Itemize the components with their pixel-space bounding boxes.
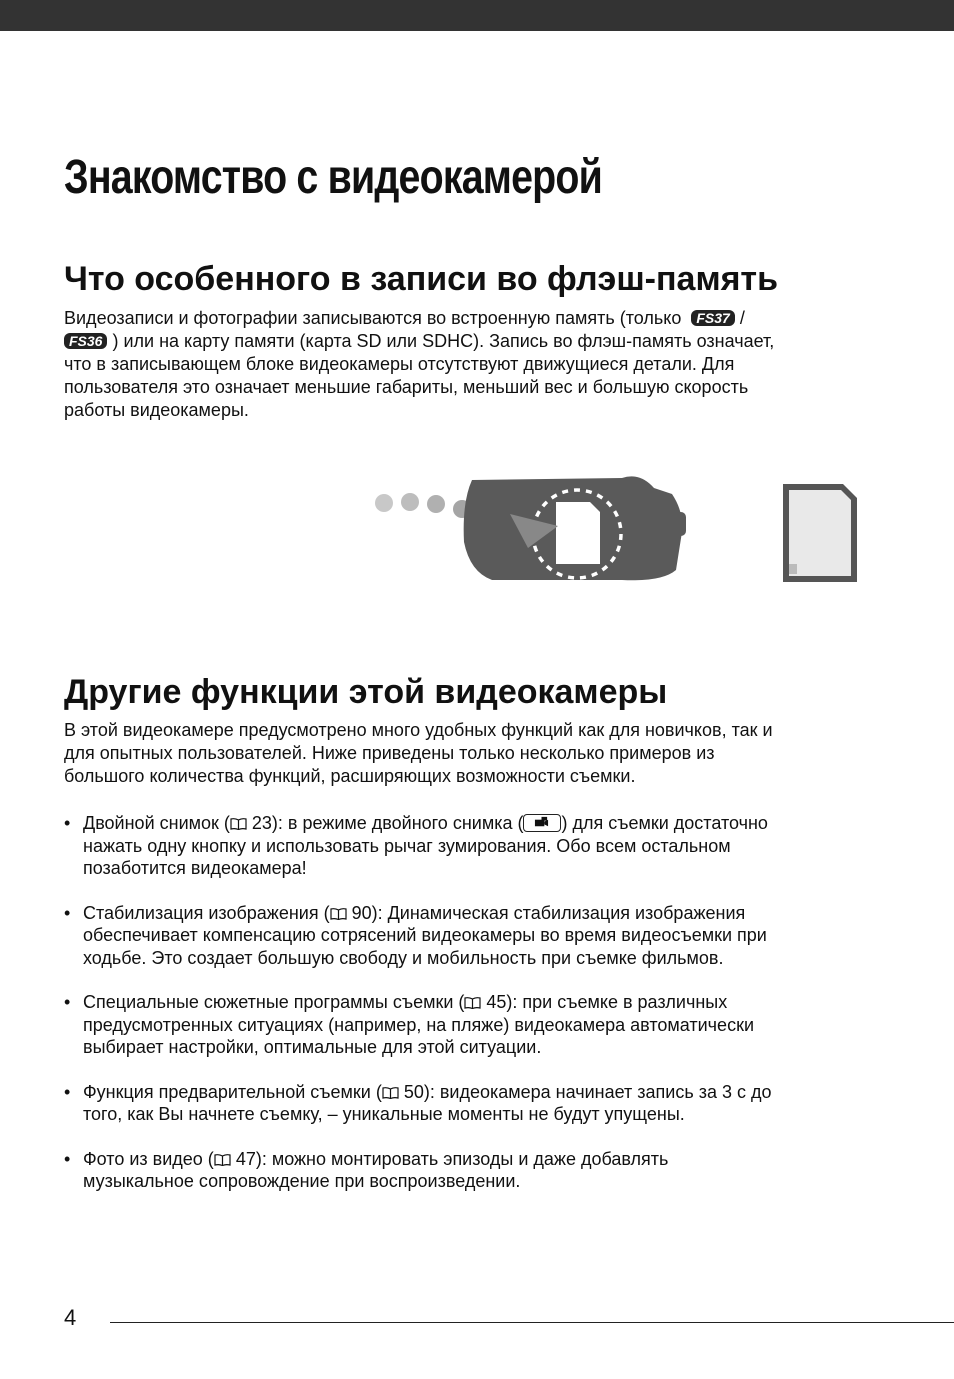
footer-rule: [110, 1322, 954, 1323]
text-fragment: 47): можно монтировать эпизоды и даже добавлять: [230, 1148, 669, 1169]
bullet: •: [64, 992, 71, 1012]
text-line: пользователя это означает меньшие габариты, меньший вес и большую скорость: [64, 377, 749, 397]
list-item: [64, 1148, 884, 1193]
badge-fs37: FS37: [691, 310, 734, 326]
text-line: [83, 1081, 884, 1104]
text-line: [83, 991, 884, 1014]
section-text-flash: [64, 307, 884, 422]
book-reference-icon: [214, 1154, 231, 1166]
text-line: того, как Вы начнете съемку, – уникальные моменты не будут упущены.: [83, 1104, 685, 1124]
text-fragment: 50): видеокамера начинает запись за 3 с до: [398, 1081, 772, 1102]
feature-list: [64, 812, 884, 1215]
text-line: [64, 307, 884, 330]
text-line: В этой видеокамере предусмотрено много удобных функций как для новичков, так и: [64, 720, 773, 740]
text-fragment: Стабилизация изображения (: [83, 902, 330, 923]
text-fragment: ) или на карту памяти (карта SD или SDHC). Запись во флэш-память означает,: [107, 331, 775, 351]
text-line: позаботится видеокамера!: [83, 858, 307, 878]
section-heading-features: Другие функции этой видеокамеры: [64, 673, 668, 711]
text-fragment: Двойной снимок (: [83, 813, 230, 833]
text-fragment: /: [734, 308, 745, 328]
list-item: [64, 902, 884, 970]
text-line: [83, 902, 884, 925]
text-line: что в записывающем блоке видеокамеры отсутствуют движущиеся детали. Для: [64, 354, 735, 374]
top-bar: [0, 0, 954, 31]
page-number: 4: [64, 1305, 77, 1330]
text-fragment: Видеозаписи и фотографии записываются во встроенную память (только: [64, 308, 682, 328]
text-line: [83, 812, 884, 835]
text-line: выбирает настройки, оптимальные для этой ситуации.: [83, 1037, 542, 1057]
text-fragment: Функция предварительной съемки (: [83, 1081, 382, 1102]
list-item: [64, 812, 884, 880]
book-reference-icon: [382, 1087, 399, 1099]
list-item: [64, 1081, 884, 1126]
text-fragment: Фото из видео (: [83, 1148, 214, 1169]
text-fragment: Специальные сюжетные программы съемки (: [83, 992, 465, 1012]
bullet: •: [64, 1148, 71, 1169]
badge-fs36: FS36: [64, 333, 107, 349]
book-reference-icon: [464, 997, 481, 1009]
text-fragment: 90): Динамическая стабилизация изображения: [346, 902, 746, 923]
text-line: работы видеокамеры.: [64, 400, 249, 420]
bullet: •: [64, 813, 71, 833]
bullet: •: [64, 1081, 71, 1102]
bullet: •: [64, 902, 71, 923]
text-fragment: 23): в режиме двойного снимка (: [246, 813, 524, 833]
list-item: [64, 991, 884, 1059]
book-reference-icon: [330, 908, 347, 920]
text-line: для опытных пользователей. Ниже приведены только несколько примеров из: [64, 743, 715, 763]
dual-shot-mode-icon: [523, 814, 561, 832]
text-line: большого количества функций, расширяющих возможности съемки.: [64, 766, 636, 786]
text-line: музыкальное сопровождение при воспроизведении.: [83, 1171, 521, 1191]
text-line: [83, 1148, 884, 1171]
section-text-features: [64, 719, 884, 788]
page-title: Знакомство с видеокамерой: [64, 151, 602, 204]
text-line: [64, 330, 884, 353]
text-fragment: ) для съемки достаточно: [561, 813, 768, 833]
text-fragment: 45): при съемке в различных: [481, 992, 728, 1012]
sd-card-icon: [779, 480, 861, 586]
text-line: ходьбе. Это создает большую свободу и мобильность при съемке фильмов.: [83, 947, 724, 968]
camera-memory-illustration: [372, 472, 690, 584]
text-line: предусмотренных ситуациях (например, на пляже) видеокамера автоматически: [83, 1014, 754, 1035]
text-line: нажать одну кнопку и использовать рычаг зумирования. Обо всем остальном: [83, 835, 731, 856]
section-heading-flash: Что особенного в записи во флэш-память: [64, 260, 778, 298]
text-line: обеспечивает компенсацию сотрясений видеокамеры во время видеосъемки при: [83, 925, 767, 945]
book-reference-icon: [230, 818, 247, 830]
